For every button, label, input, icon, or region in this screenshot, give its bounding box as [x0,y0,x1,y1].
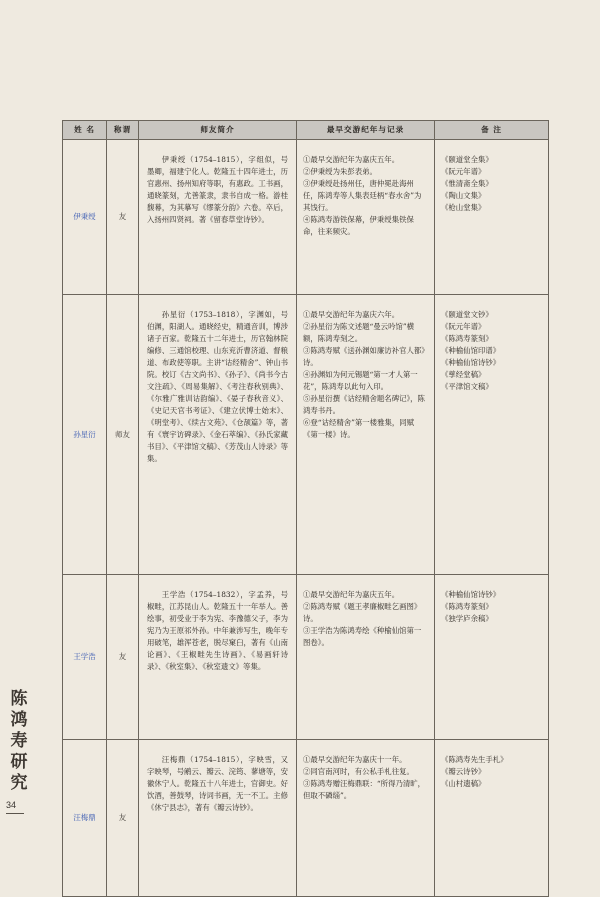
note-item: 《平津馆文稿》 [441,381,493,391]
record-item: ④陈鸿寿游铁保幕，伊秉绶集铁保命，往来频灾。 [303,214,414,236]
note-item: 《种榆仙馆诗钞》 [441,357,501,367]
relation-title: 师友 [107,295,139,575]
person-intro: 汪梅鼎（1754–1815），字映雪，又字映琴，号鹇云、瓣云、浣筠、蓼塘等，安徽休宁人。乾隆五十八年进士，官御史。好饮酒，善鼓琴，诗词书画，无一不工。主修《休宁县志》，著有《瓣云诗钞》。 [139,740,297,897]
relation-title: 友 [107,740,139,897]
note-item: 《陈鸿寿篆刻》 [441,333,493,343]
page-number-rule [6,813,24,814]
notes-cell [435,295,549,575]
person-intro: 王学浩（1754–1832），字孟养，号椒畦，江苏昆山人。乾隆五十一年举人。善绘事，初受业于李为宪、李豫德父子，李为宪乃为王原祁外孙。中年兼涉写生，晚年专用破笔，雄浑苍老，脱尽窠臼，著有《山南论画》、《王椒畦先生诗画》、《易画轩诗录》、《秋室集》、《秋室遗文》等集。 [139,575,297,740]
person-intro: 伊秉绶（1754–1815），字组似，号墨卿，福建宁化人。乾隆五十四年进士，历官惠州、扬州知府等职，有惠政。工书画，通晓篆刻，尤善篆隶，隶书自成一格。游桂馥幕，为其摹写《缪篆分韵》六卷。卒后，入扬州四贤祠。著《留春草堂诗钞》。 [139,140,297,295]
seal-char: 研 [10,752,28,772]
page-number: 34 [6,800,17,810]
note-item: 《种榆仙馆诗钞》 [441,590,501,599]
person-name: 伊秉绶 [63,140,107,295]
person-name: 汪梅鼎 [63,740,107,897]
record-item: ⑥登“诂经精舍”第一楼雅集，同赋《第一楼》诗。 [303,417,415,439]
note-item: 《颐道堂全集》 [441,155,493,164]
header-title: 称谓 [107,121,139,140]
note-item: 《枪山堂集》 [441,202,486,212]
record-item: ②伊秉绶为朱彭表弟。 [303,166,377,176]
record-item: ⑤孙星衍撰《诂经精舍题名碑记》，陈鸿寿书丹。 [303,393,425,415]
notes-cell [435,140,549,295]
seal-char: 究 [10,773,28,793]
record-item: ①最早交游纪年为嘉庆六年。 [303,310,400,319]
notes-cell [435,740,549,897]
note-item: 《陈鸿寿篆刻》 [441,601,493,611]
note-item: 《山村遗稿》 [441,778,486,788]
table-row [63,295,549,575]
note-item: 《瓣云诗钞》 [441,766,486,776]
note-item: 《独学庐余稿》 [441,613,493,623]
note-item: 《颐道堂文钞》 [441,310,493,319]
note-item: 《陶山文集》 [441,190,486,200]
seal-char: 寿 [10,731,28,751]
note-item: 《陈鸿寿先生手札》 [441,755,508,764]
table-row [63,575,549,740]
record-item: ①最早交游纪年为嘉庆五年。 [303,155,400,164]
notes-cell [435,575,549,740]
note-item: 《阮元年谱》 [441,321,486,331]
records-cell [297,295,435,575]
person-name: 孙星衍 [63,295,107,575]
header-records: 最早交游纪年与记录 [297,121,435,140]
records-cell [297,575,435,740]
record-item: ②陈鸿寿赋《题王孝廉椒畦乞画图》诗。 [303,601,422,623]
person-intro: 孙星衍（1753–1818），字渊如，号伯渊，阳湖人。通晓经史，精通音训，博涉诸子百家。乾隆五十二年进士，历官翰林院编修、三通馆校理、山东兖沂曹济道、督粮道、布政使等职。主讲“诂经精舍”、钟山书院。校订《古文尚书》、《孙子》、《尚书今古文注疏》、《周易集解》、《考注春秋别典》、《尔雅广雅训诂韵编》、《晏子春秋音义》、《史记天官书考证》、《建立伏博士始末》、《明堂考》、《续古文苑》、《仓颉篇》等，著有《寰宇访碑录》、《金石萃编》、《孙氏家藏书目》、《平津馆文稿》、《芳茂山人诗录》等集。 [139,295,297,575]
record-item: ②同官南河时，有公私手札往复。 [303,766,414,776]
record-item: ②孙星衍为陈文述题“曼云吟馆”横额，陈鸿寿刻之。 [303,321,415,343]
note-item: 《惟清斋全集》 [441,178,493,188]
person-name: 王学浩 [63,575,107,740]
record-item: ①最早交游纪年为嘉庆五年。 [303,590,400,599]
seal-char: 鸿 [10,710,28,730]
table-header-row [63,121,549,140]
table-row [63,740,549,897]
seal-char: 陈 [10,689,28,709]
note-item: 《孳经堂稿》 [441,369,486,379]
record-item: ③陈鸿寿赠汪梅鼎联：“所得乃清旷，但取不磷缁”。 [303,778,426,800]
side-calligraphy-seal [8,690,30,792]
header-notes: 备 注 [435,121,549,140]
friends-table [62,120,549,897]
record-item: ③王学浩为陈鸿寿绘《种榆仙馆第一图卷》。 [303,625,422,647]
records-cell [297,740,435,897]
header-intro: 师友简介 [139,121,297,140]
record-item: ③陈鸿寿赋《送孙渊如廉访补官人都》诗。 [303,345,425,367]
note-item: 《种榆仙馆印谱》 [441,345,501,355]
table-row [63,140,549,295]
relation-title: 友 [107,140,139,295]
records-cell [297,140,435,295]
record-item: ①最早交游纪年为嘉庆十一年。 [303,755,407,764]
record-item: ③伊秉绶赴扬州任，唐仲冕赴海州任，陈鸿寿等人集表廷柄“春水舍”为其饯行。 [303,178,422,212]
note-item: 《阮元年谱》 [441,166,486,176]
record-item: ④孙渊如为何元锡题“第一才人第一花”，陈鸿寿以此句入印。 [303,369,418,391]
relation-title: 友 [107,575,139,740]
header-name: 姓 名 [63,121,107,140]
